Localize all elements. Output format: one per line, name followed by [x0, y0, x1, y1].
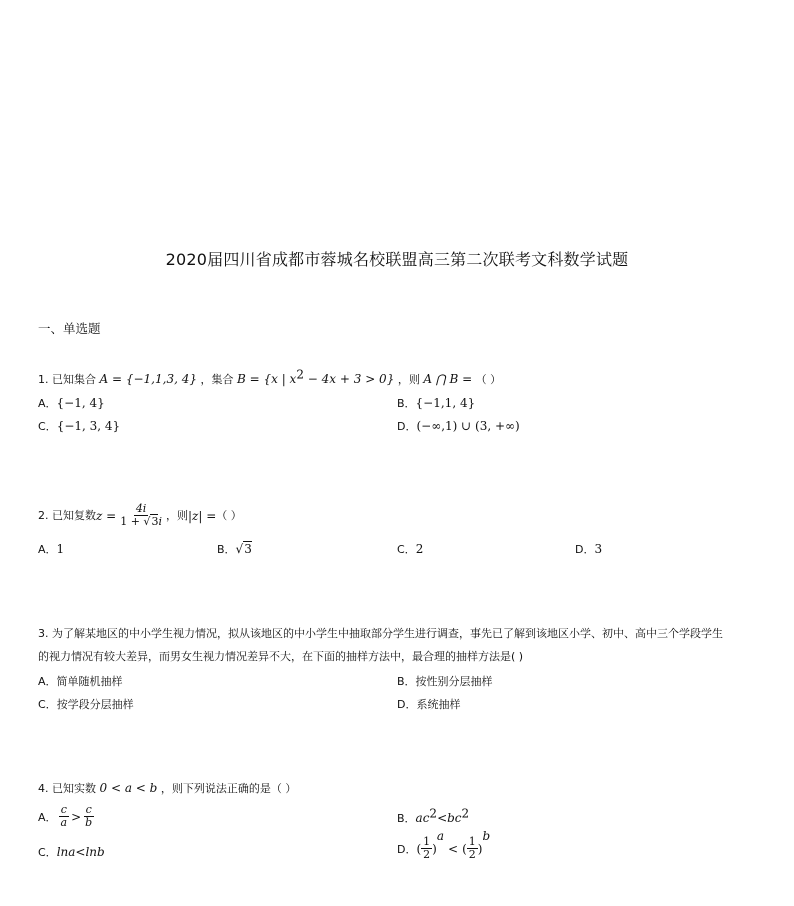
frac-den: b	[85, 816, 93, 829]
q1-prefix: 1. 已知集合	[38, 373, 96, 386]
paren-open: (	[462, 841, 467, 856]
q3-option-b[interactable]	[397, 673, 493, 689]
q1-set-b-tail: − 4x + 3 > 0}	[303, 372, 395, 386]
q2-numerator: 4i	[135, 502, 147, 515]
option-label: B．	[217, 543, 236, 556]
option-label: D．	[397, 698, 417, 711]
q4-option-c[interactable]	[38, 844, 105, 860]
question-1-stem	[38, 367, 502, 387]
q4-d-frac-1	[421, 836, 432, 861]
frac-den: 2	[468, 848, 476, 861]
question-2-stem	[38, 503, 242, 528]
frac-num: c	[85, 803, 92, 816]
option-value: 3	[244, 542, 252, 556]
option-label: A．	[38, 543, 57, 556]
option-value: 简单随机抽样	[56, 675, 123, 688]
q4-a-frac-2	[83, 804, 94, 829]
sqrt-icon: √	[235, 542, 244, 556]
q4-tail: ，则下列说法正确的是（ ）	[160, 782, 297, 795]
q1-option-d[interactable]	[397, 418, 520, 434]
paren-close: )	[477, 841, 483, 856]
q2-option-a[interactable]	[38, 541, 64, 557]
paren-close: )	[432, 841, 437, 856]
option-label: C．	[38, 420, 57, 433]
q2-den-tail: i	[158, 515, 162, 528]
q3-option-c[interactable]	[38, 696, 134, 712]
section-heading: 一、单选题	[38, 321, 101, 336]
option-label: D．	[575, 543, 595, 556]
q1-mid: ，集合	[200, 373, 234, 386]
q1-expr: A ⋂ B =	[423, 372, 473, 386]
frac-den: a	[60, 816, 68, 829]
q1-set-a: A = {−1,1,3, 4}	[99, 372, 197, 386]
q1-set-b-exp: 2	[296, 367, 304, 382]
q2-den-root: 3	[151, 515, 159, 528]
q2-option-c[interactable]	[397, 541, 423, 557]
q2-prefix: 2. 已知复数	[38, 508, 96, 522]
option-value: 系统抽样	[416, 698, 461, 711]
q4-a-frac-1	[59, 804, 70, 829]
q4-option-a[interactable]	[38, 804, 96, 829]
page-title: 2020届四川省成都市蓉城名校联盟高三第二次联考文科数学试题	[165, 250, 629, 269]
option-value: (−∞,1) ∪ (3, +∞)	[416, 419, 520, 433]
q2-fraction	[118, 503, 164, 528]
q1-set-b-head: B = {x | x	[236, 372, 297, 386]
option-value: 按性别分层抽样	[415, 675, 493, 688]
option-value: {−1,1, 4}	[415, 396, 476, 410]
frac-den: 2	[423, 848, 431, 861]
option-value: 按学段分层抽样	[56, 698, 134, 711]
q1-then: ，则	[397, 373, 420, 386]
question-3-line-2: 的视力情况有较大差异，而男女生视力情况差异不大，在下面的抽样方法中，最合理的抽样方法是( )	[38, 650, 524, 663]
option-value: 3	[594, 542, 603, 556]
q4-b-e2: 2	[461, 806, 470, 821]
q2-option-d[interactable]	[575, 541, 602, 557]
option-label: A．	[38, 397, 57, 410]
option-label: C．	[38, 846, 57, 859]
q2-option-b[interactable]	[217, 541, 252, 557]
option-label: B．	[397, 397, 416, 410]
q2-den-head: 1 +	[120, 515, 144, 528]
q4-b-op: <	[437, 811, 448, 825]
option-label: C．	[38, 698, 57, 711]
option-label: A．	[38, 675, 57, 688]
q1-paren: （ ）	[475, 373, 502, 386]
option-value: lna<lnb	[56, 845, 105, 859]
q4-option-d[interactable]: D． ( $\frac{1}{2}$ ) a < ( $\frac{1}{2}$ ) b	[397, 829, 491, 861]
q4-b-v1: ac	[415, 811, 430, 825]
q3-option-a[interactable]	[38, 673, 123, 689]
frac-num: 1	[423, 835, 431, 848]
q1-option-a[interactable]	[38, 395, 105, 411]
q4-option-b[interactable]	[397, 806, 470, 826]
q4-a-op: >	[71, 809, 82, 824]
question-4-stem	[38, 781, 296, 796]
frac-num: 1	[468, 835, 476, 848]
option-value: {−1, 4}	[56, 396, 105, 410]
option-label: D．	[397, 420, 417, 433]
q2-z-eq: z =	[96, 508, 117, 523]
option-label: D．	[397, 842, 417, 856]
q1-option-c[interactable]	[38, 418, 120, 434]
paren-open: (	[416, 841, 422, 856]
q4-b-v2: bc	[447, 811, 462, 825]
q4-prefix: 4. 已知实数	[38, 782, 96, 795]
sqrt-icon: √	[143, 515, 151, 528]
q2-abs: |z| =	[187, 508, 217, 523]
option-value: {−1, 3, 4}	[56, 419, 121, 433]
option-value: 2	[415, 542, 424, 556]
q2-paren: （ ）	[216, 508, 242, 522]
option-value: 1	[56, 542, 65, 556]
q4-condition: 0 < a < b	[99, 781, 158, 795]
frac-num: c	[60, 803, 67, 816]
question-3-line-1: 3. 为了解某地区的中小学生视力情况，拟从该地区的中小学生中抽取部分学生进行调查，事先已了解到该地区小学、初中、高中三个学段学生	[38, 627, 723, 640]
q4-d-frac-2	[467, 836, 478, 861]
q4-b-e1: 2	[429, 806, 438, 821]
option-label: B．	[397, 812, 416, 825]
option-label: B．	[397, 675, 416, 688]
q2-then: ，则	[165, 508, 188, 522]
q2-denominator	[118, 516, 164, 528]
q3-option-d[interactable]	[397, 696, 460, 712]
q4-d-op: <	[448, 841, 459, 856]
option-label: C．	[397, 543, 416, 556]
option-label: A．	[38, 810, 57, 824]
q1-option-b[interactable]	[397, 395, 475, 411]
